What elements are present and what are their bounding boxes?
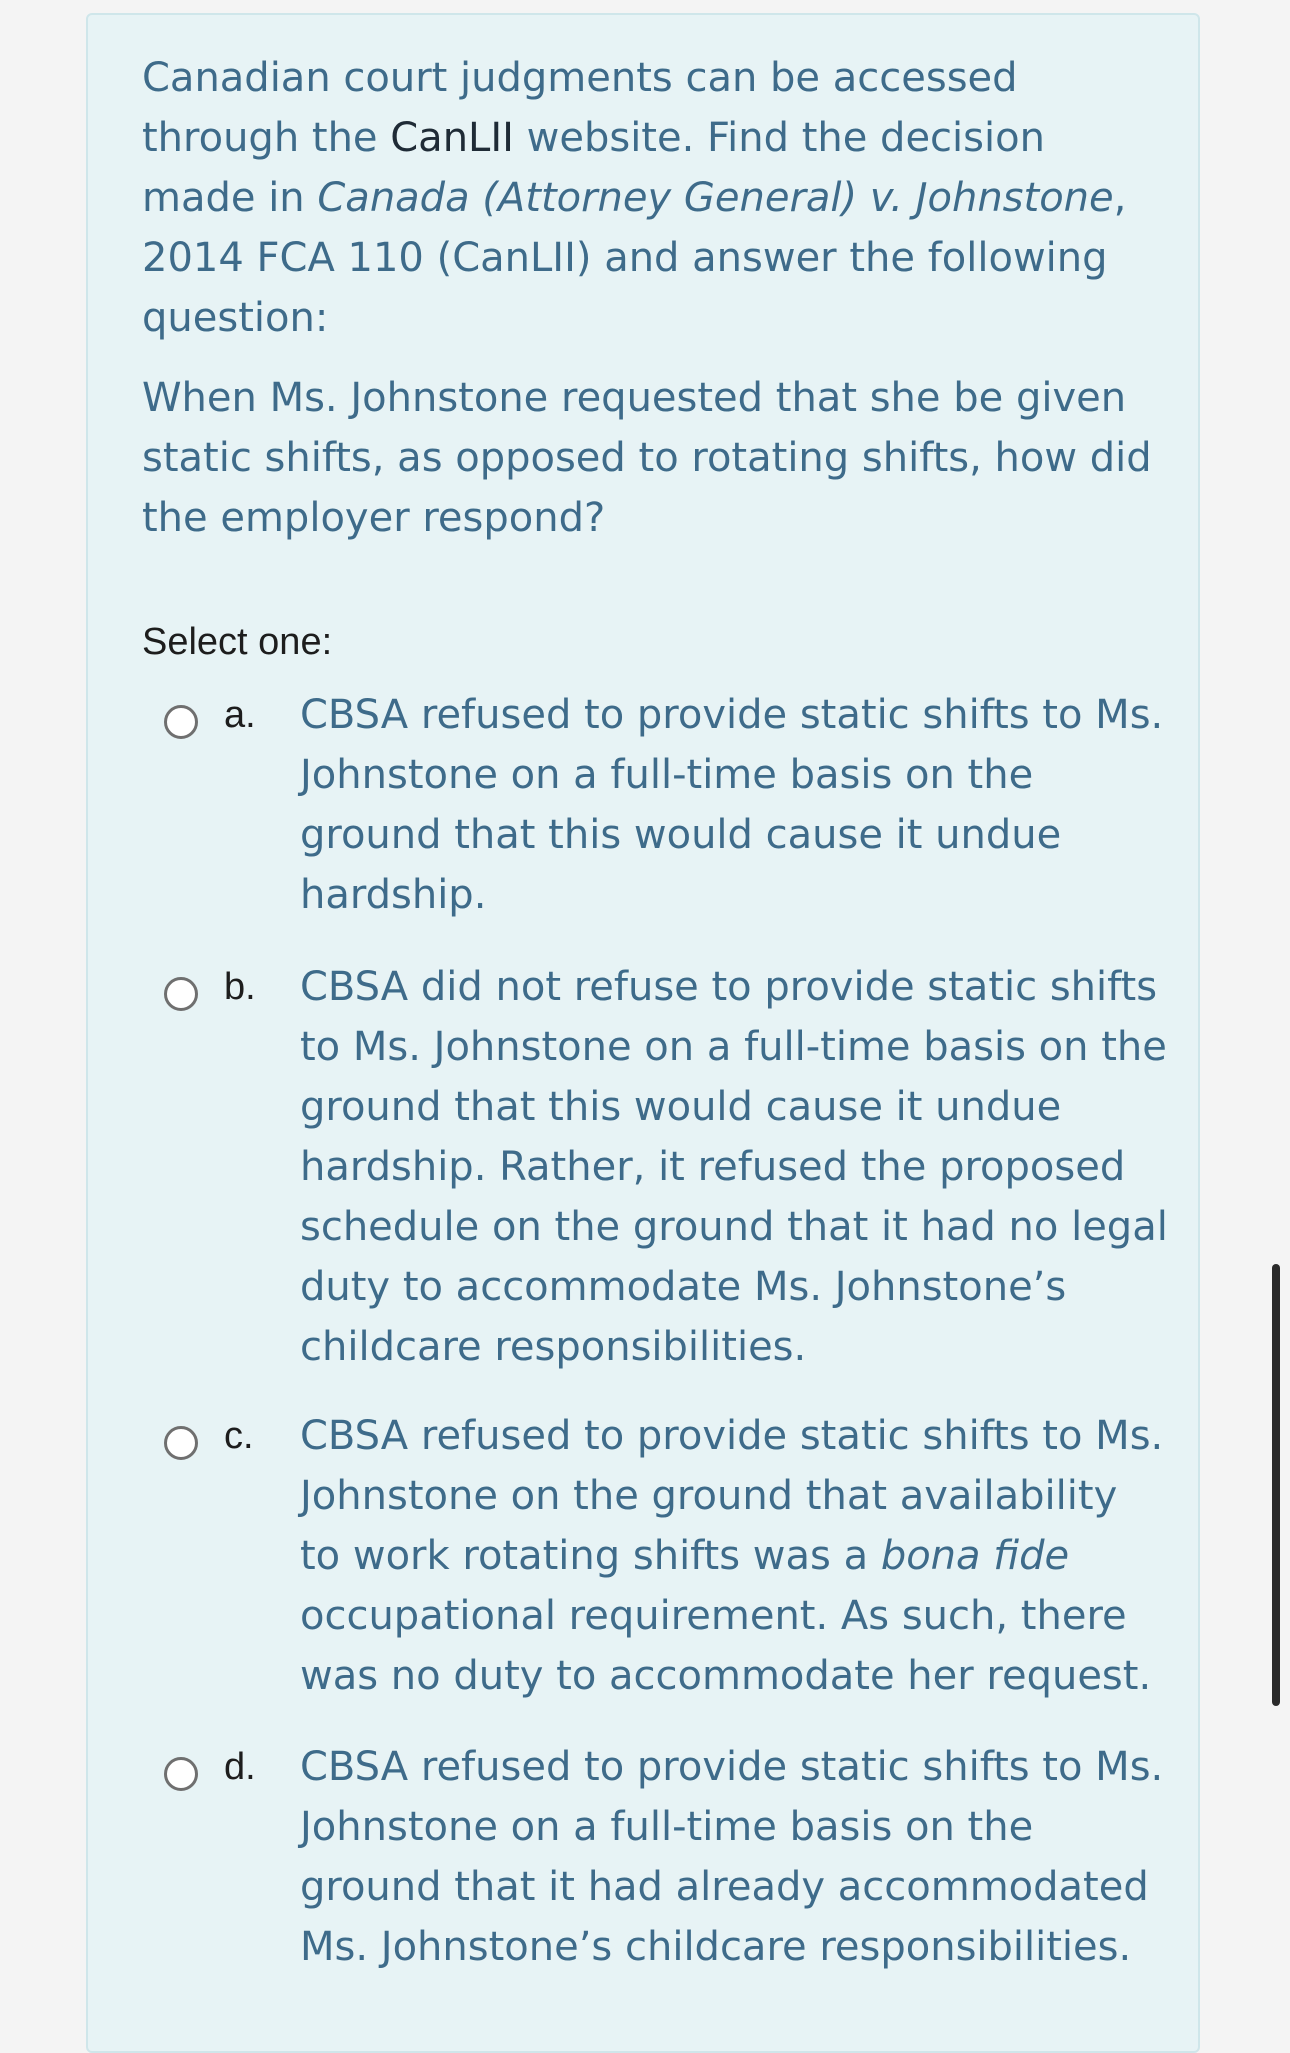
option-letter: b. bbox=[224, 966, 256, 1008]
option-text-part: CBSA refused to provide static shifts to Ms. Johnstone on the ground that availability to work rotating shifts was a bbox=[300, 1413, 1164, 1579]
question-text bbox=[142, 48, 1162, 348]
option-text[interactable]: CBSA refused to provide static shifts to Ms. Johnstone on a full-time basis on the ground that this would cause it undue hardship. bbox=[300, 692, 1164, 918]
question-prompt-text: When Ms. Johnstone requested that she be given static shifts, as opposed to rotating shifts, how did the employer respond? bbox=[142, 375, 1152, 541]
radio-button-b[interactable] bbox=[164, 977, 198, 1011]
scrollbar[interactable] bbox=[1272, 1264, 1280, 1706]
case-name: Canada (Attorney General) v. Johnstone bbox=[317, 175, 1114, 221]
question-prompt bbox=[142, 368, 1162, 548]
radio-button-c[interactable] bbox=[164, 1426, 198, 1460]
question-text-part: Canadian court judgments can be accessed through the bbox=[142, 55, 1018, 161]
canlii-link[interactable]: CanLII bbox=[390, 115, 514, 161]
radio-button-d[interactable] bbox=[164, 1757, 198, 1791]
question-text-part: website. Find the decision made in bbox=[142, 115, 1045, 221]
option-text-emphasis: bona fide bbox=[880, 1533, 1070, 1579]
option-letter: a. bbox=[224, 694, 256, 736]
option-letter: d. bbox=[224, 1746, 256, 1788]
radio-button-a[interactable] bbox=[164, 705, 198, 739]
option-letter: c. bbox=[224, 1415, 254, 1457]
option-text[interactable]: CBSA refused to provide static shifts to Ms. Johnstone on a full-time basis on the ground that it had already accommodated Ms. Johnstone’s childcare responsibilities. bbox=[300, 1744, 1164, 1970]
select-one-label: Select one: bbox=[142, 621, 333, 663]
option-text[interactable] bbox=[300, 1406, 1170, 1706]
question-text-part: , 2014 FCA 110 (CanLII) and answer the following question: bbox=[142, 175, 1127, 341]
option-text[interactable]: CBSA did not refuse to provide static shifts to Ms. Johnstone on a full-time basis on the ground that this would cause it undue hardship. Rather, it refused the proposed schedule on the ground that it had no legal duty to accommodate Ms. Johnstone’s childcare responsibilities. bbox=[300, 964, 1168, 1370]
option-text-part: occupational requirement. As such, there was no duty to accommodate her request. bbox=[300, 1593, 1152, 1699]
